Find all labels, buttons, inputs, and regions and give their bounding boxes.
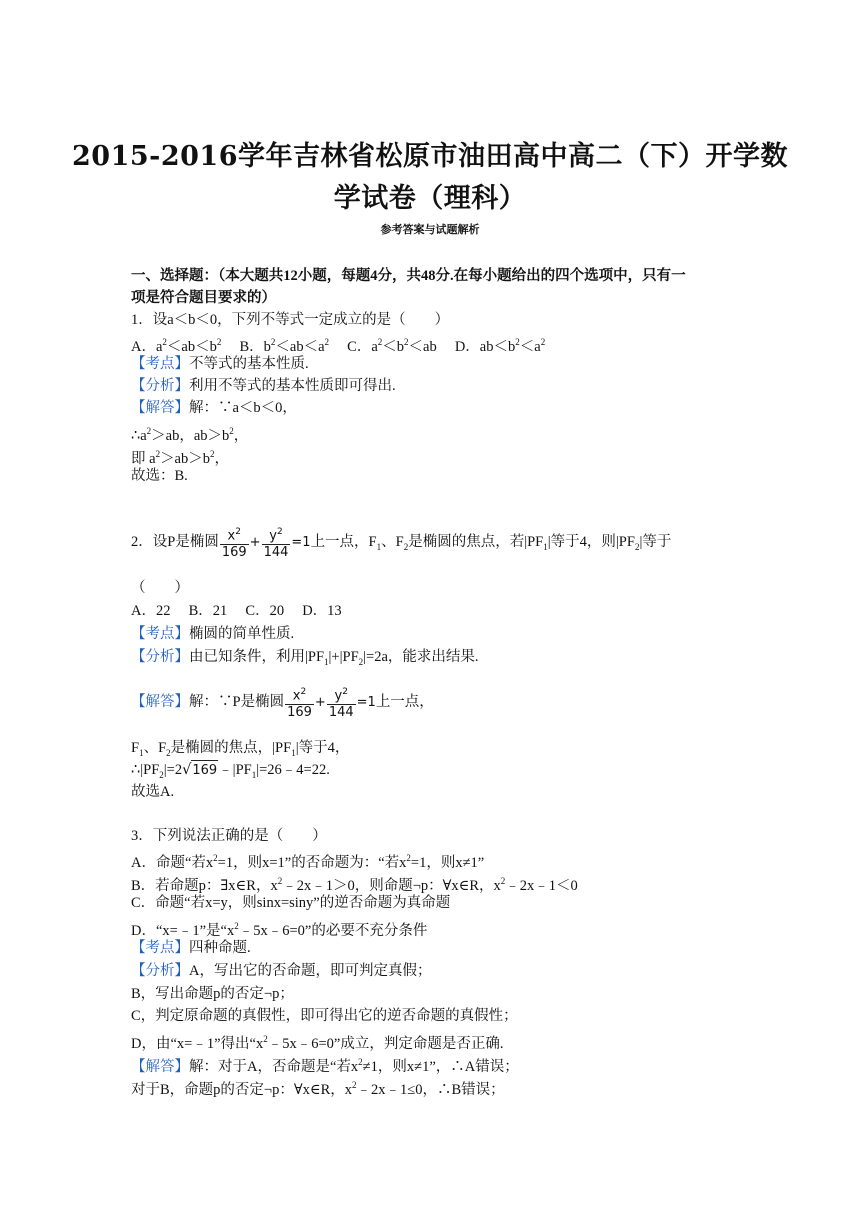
text: |=2 bbox=[163, 762, 183, 778]
text: ﹣5x﹣6=0”的必要不充分条件 bbox=[238, 922, 428, 939]
sqrt-radicand: 169 bbox=[191, 760, 218, 781]
sup: 2 bbox=[404, 337, 409, 347]
text: F bbox=[131, 740, 140, 756]
q1-opt-b: B．b bbox=[239, 338, 271, 355]
sup: 2 bbox=[324, 337, 330, 347]
text: ﹣2x﹣1＞0，则命题¬p：∀x∈R，x bbox=[282, 877, 501, 894]
text: 上一点，F bbox=[310, 534, 377, 550]
q3-fenxi bbox=[131, 961, 431, 981]
text: 、F bbox=[381, 534, 404, 550]
text: y bbox=[334, 688, 343, 704]
eqfrag: =1 bbox=[356, 694, 376, 710]
q2-solution-line-3: 故选A. bbox=[131, 784, 175, 800]
sub: 2 bbox=[403, 541, 409, 552]
text: A，写出它的否命题，即可判定真假； bbox=[189, 963, 432, 979]
q1-solution-line-1 bbox=[131, 421, 248, 446]
q3-fenxi-line-2: B，写出命题p的否定¬p； bbox=[131, 986, 294, 1002]
sup: 2 bbox=[270, 337, 276, 347]
text: y bbox=[269, 528, 277, 544]
text: ﹣|PF bbox=[218, 762, 252, 778]
text: 不等式的基本性质. bbox=[189, 356, 309, 372]
q3-stem: 3．下列说法正确的是（ ） bbox=[131, 828, 327, 844]
sub: 2 bbox=[159, 769, 164, 780]
sub: 2 bbox=[634, 541, 640, 552]
text: ＞ab，ab＞b bbox=[151, 427, 230, 444]
sub: 1 bbox=[324, 656, 329, 667]
text: D．“x=﹣1”是“x bbox=[131, 922, 235, 939]
sup: 2 bbox=[263, 1034, 268, 1044]
text: ≠1，则x≠1”，∴A错误； bbox=[362, 1058, 519, 1075]
sup: 2 bbox=[213, 853, 218, 863]
text: =1，则x≠1” bbox=[410, 854, 485, 871]
sup: 2 bbox=[155, 449, 161, 459]
text: ＜b bbox=[382, 338, 405, 355]
jieda-tag: 【解答】 bbox=[131, 694, 189, 710]
text: 、F bbox=[143, 740, 167, 756]
text: ∴a bbox=[131, 427, 147, 444]
text: 是椭圆的焦点，若|PF bbox=[408, 534, 544, 550]
text: x bbox=[227, 528, 236, 544]
text: 对于B，命题p的否定¬p：∀x∈R，x bbox=[131, 1081, 353, 1098]
q3-solution-line-2 bbox=[131, 1075, 505, 1100]
title-line-1: 2015-2016学年吉林省松原市油田高中高二（下）开学数 bbox=[72, 141, 788, 172]
section-heading-line-2: 项是符合题目要求的） bbox=[131, 290, 276, 306]
sup: 2 bbox=[234, 921, 239, 931]
sup: 2 bbox=[300, 687, 307, 697]
q2-stem bbox=[131, 522, 671, 567]
text: 四种命题. bbox=[189, 940, 251, 956]
q3-option-a bbox=[131, 848, 484, 873]
kaodian-tag: 【考点】 bbox=[131, 940, 189, 956]
q2-fenxi bbox=[131, 647, 479, 672]
subtitle: 参考答案与试题解析 bbox=[380, 223, 480, 236]
text: 解：∵a＜b＜0， bbox=[189, 400, 297, 416]
text: |等于4， bbox=[295, 740, 350, 756]
sup: 2 bbox=[210, 449, 215, 459]
text: 利用不等式的基本性质即可得出. bbox=[189, 378, 396, 394]
text: |等于 bbox=[639, 534, 672, 550]
sub: 1 bbox=[251, 769, 257, 780]
eqfrag: + bbox=[249, 534, 261, 550]
sup: 2 bbox=[358, 1057, 363, 1067]
text: ∴|PF bbox=[131, 762, 160, 778]
q2-options: A．22 B．21 C．20 D．13 bbox=[131, 603, 342, 619]
text: =1，则x=1”的否命题为：“若x bbox=[217, 854, 407, 871]
sub: 1 bbox=[291, 747, 296, 758]
sup: 2 bbox=[235, 527, 241, 537]
den: 169 bbox=[221, 545, 247, 561]
text: x bbox=[292, 688, 301, 704]
sub: 1 bbox=[543, 541, 548, 552]
den: 144 bbox=[328, 705, 354, 721]
text: 解：对于A，否命题是“若x bbox=[189, 1058, 359, 1075]
q2-jieda bbox=[131, 682, 434, 723]
q1-stem: 1．设a＜b＜0，下列不等式一定成立的是（ ） bbox=[131, 312, 450, 328]
den: 169 bbox=[287, 705, 312, 721]
q3-fenxi-line-3: C，判定原命题的真假性，即可得出它的逆否命题的真假性； bbox=[131, 1008, 518, 1024]
sub: 2 bbox=[358, 656, 364, 667]
q3-kaodian bbox=[131, 938, 251, 958]
text: B．若命题p：∃x∈R，x bbox=[131, 877, 278, 894]
fenxi-tag: 【分析】 bbox=[131, 649, 189, 665]
text: ﹣2x﹣1＜0 bbox=[505, 877, 578, 894]
q1-opt-c: C．a bbox=[347, 338, 378, 355]
kaodian-tag: 【考点】 bbox=[131, 626, 189, 642]
text: ＜a bbox=[519, 338, 541, 355]
text: ﹣2x﹣1≤0，∴B错误； bbox=[356, 1081, 505, 1098]
sup: 2 bbox=[515, 337, 520, 347]
q3-option-c: C．命题“若x=y，则sinx=siny”的逆否命题为真命题 bbox=[131, 895, 451, 911]
q1-opt-a: A．a bbox=[131, 338, 163, 355]
sup: 2 bbox=[229, 426, 234, 436]
kaodian-tag: 【考点】 bbox=[131, 356, 189, 372]
text: |=26﹣4=22. bbox=[256, 762, 330, 778]
q1-kaodian bbox=[131, 354, 309, 374]
text: 解：∵P是椭圆 bbox=[189, 694, 285, 710]
jieda-tag: 【解答】 bbox=[131, 400, 189, 416]
text: ＜ab＜a bbox=[275, 338, 325, 355]
text: A．命题“若x bbox=[131, 854, 214, 871]
sup: 2 bbox=[406, 853, 411, 863]
ellipse-fraction-y bbox=[262, 524, 291, 561]
q2-paren: （ ） bbox=[131, 580, 189, 596]
text: ， bbox=[214, 450, 229, 467]
text: 上一点， bbox=[375, 694, 434, 710]
ellipse-fraction-x bbox=[285, 684, 314, 721]
text: 由已知条件，利用|PF bbox=[189, 649, 325, 665]
title-line-2: 学试卷（理科） bbox=[333, 183, 527, 214]
text: |+|PF bbox=[328, 649, 359, 665]
text: D，由“x=﹣1”得出“x bbox=[131, 1035, 264, 1052]
sup: 2 bbox=[216, 337, 222, 347]
sup: 2 bbox=[540, 337, 546, 347]
sup: 2 bbox=[277, 876, 283, 886]
sub: 2 bbox=[166, 747, 171, 758]
q2-kaodian bbox=[131, 624, 294, 644]
sup: 2 bbox=[352, 1080, 357, 1090]
sqrt-sign: √ bbox=[182, 762, 192, 778]
text: ＜ab＜b bbox=[166, 338, 217, 355]
text: 即 a bbox=[131, 450, 156, 467]
fenxi-tag: 【分析】 bbox=[131, 378, 189, 394]
sub: 1 bbox=[139, 747, 144, 758]
sup: 2 bbox=[500, 876, 506, 886]
q1-jieda bbox=[131, 398, 297, 418]
ellipse-fraction-y bbox=[327, 684, 356, 721]
text: ＜ab bbox=[408, 338, 437, 355]
sup: 2 bbox=[162, 337, 167, 347]
q1-solution-line-3: 故选：B. bbox=[131, 468, 188, 484]
fenxi-tag: 【分析】 bbox=[131, 963, 189, 979]
q3-jieda bbox=[131, 1052, 519, 1077]
sup: 2 bbox=[146, 426, 152, 436]
text: |=2a，能求出结果. bbox=[363, 649, 479, 665]
q1-opt-d: D．ab＜b bbox=[454, 338, 516, 355]
den: 144 bbox=[263, 545, 289, 561]
text: ＞ab＞b bbox=[160, 450, 210, 467]
ellipse-fraction-x bbox=[220, 524, 249, 561]
text: 2．设P是椭圆 bbox=[131, 534, 219, 550]
text: 是椭圆的焦点，|PF bbox=[170, 740, 292, 756]
jieda-tag: 【解答】 bbox=[131, 1058, 189, 1075]
sup: 2 bbox=[377, 337, 383, 347]
q1-fenxi bbox=[131, 376, 396, 396]
text: |等于4，则|PF bbox=[547, 534, 635, 550]
text: 椭圆的简单性质. bbox=[189, 626, 295, 642]
text: ﹣5x﹣6=0”成立，判定命题是否正确. bbox=[267, 1035, 504, 1052]
section-heading-line-1: 一、选择题：（本大题共12小题，每题4分，共48分.在每小题给出的四个选项中，只有一 bbox=[131, 268, 686, 284]
sup: 2 bbox=[276, 527, 283, 537]
sup: 2 bbox=[342, 687, 348, 697]
sub: 1 bbox=[376, 541, 382, 552]
q3-fenxi-line-4 bbox=[131, 1029, 503, 1054]
text: ， bbox=[233, 427, 249, 444]
eqfrag: + bbox=[314, 694, 326, 710]
eqfrag: =1 bbox=[291, 534, 311, 550]
